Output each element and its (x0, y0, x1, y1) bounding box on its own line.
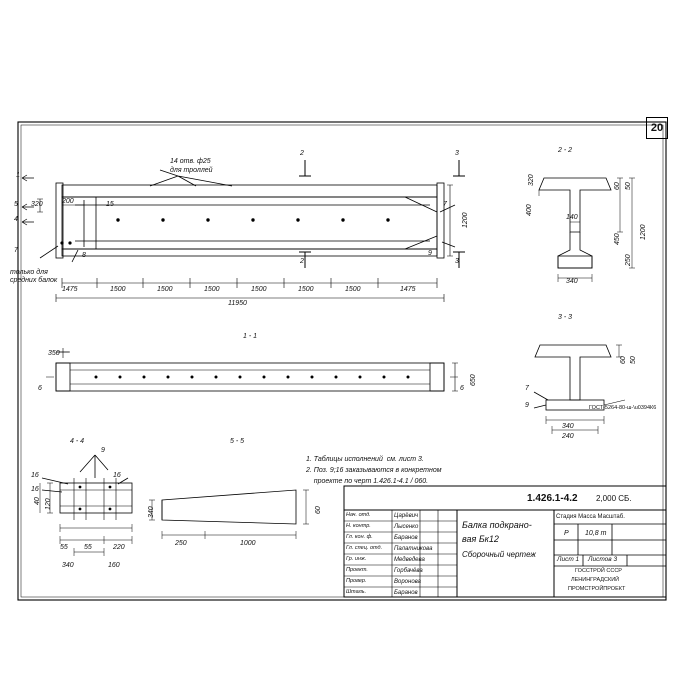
dim-60-s22: 60 (614, 182, 621, 190)
dim-160-s44: 160 (108, 562, 120, 569)
dim-15: 15 (106, 201, 114, 208)
stamp-mass: 10,8 т (585, 530, 607, 537)
dim-120-s44: 120 (45, 498, 52, 510)
stamp-stage: Р (564, 530, 569, 537)
title-section-5-5: 5 - 5 (230, 438, 245, 445)
drawing-title-line3: Сборочный чертеж (462, 550, 536, 559)
dim-450-s22: 450 (614, 233, 621, 245)
title-section-4-4: 4 - 4 (70, 438, 85, 445)
org-line-1: ГОССТРОЙ СССР (575, 568, 622, 574)
stamp-role-7: Шталь. (346, 589, 367, 595)
section-mark-3-top: 3 (455, 150, 459, 157)
dim-340-s33: 340 (562, 423, 574, 430)
mark-7-left: 7 (14, 247, 18, 254)
mark-8: 8 (82, 252, 86, 259)
dim-1200-main: 1200 (462, 212, 469, 228)
dim-350: 350 (48, 350, 60, 357)
mark-5-left: 5 (14, 201, 18, 208)
stamp-name-2: Баранов (394, 535, 418, 541)
title-section-2-2: 2 - 2 (558, 147, 573, 154)
drawing-code: 1.426.1-4.2 (527, 493, 578, 504)
stamp-sheets: Листов 3 (588, 556, 618, 563)
mark-16-a: 16 (31, 472, 39, 479)
stamp-name-1: Лысенко (394, 524, 419, 530)
dim-250-s22: 250 (625, 254, 632, 266)
mark-9-main: 9 (428, 250, 432, 257)
mark-6-right: 6 (460, 385, 464, 392)
stamp-sheet: Лист 1 (557, 556, 580, 563)
dim-55-a: 55 (60, 544, 68, 551)
dim-40-s44: 40 (34, 497, 41, 505)
dim-1200-s22: 1200 (640, 224, 647, 240)
title-section-1-1: 1 - 1 (243, 333, 258, 340)
mark-4-left: 4 (14, 216, 18, 223)
dim-chain-2: 1500 (110, 286, 126, 293)
dim-chain-7: 1500 (345, 286, 361, 293)
dim-60-s33: 60 (620, 356, 627, 364)
dim-chain-4: 1500 (204, 286, 220, 293)
weld-note-s33: ГОСТ-5264-80-ш-\u0394К6 (589, 405, 657, 411)
callout-holes-line2: для троллей (170, 167, 213, 174)
note-line-1: 1. Таблицы исполнений см. лист 3. (306, 456, 424, 463)
section-mark-3-bottom: 3 (455, 258, 459, 265)
page-number-box (646, 117, 668, 139)
stamp-name-7: Баранов (394, 590, 418, 596)
stamp-role-1: Н. контр. (346, 523, 371, 529)
page-number: 20 (650, 122, 664, 134)
drawing-title-line2: вая Бк12 (462, 534, 499, 544)
stamp-role-6: Провер. (346, 578, 367, 584)
scale-note: 2,000 СБ. (596, 494, 632, 503)
stamp-role-2: Гл. кон. ф. (346, 534, 373, 540)
note-line-3: проекте по черт 1.426.1-4.1 / 060. (306, 478, 429, 485)
stamp-name-5: Горбачёва (394, 568, 423, 574)
stamp-name-0: Царёвич (394, 513, 419, 519)
dim-200: 200 (62, 198, 74, 205)
title-section-3-3: 3 - 3 (558, 314, 573, 321)
dim-chain-3: 1500 (157, 286, 173, 293)
stamp-mass-header: Стадия Масса Масштаб. (556, 514, 625, 520)
dim-650: 650 (470, 374, 477, 386)
dim-chain-8: 1475 (400, 286, 416, 293)
org-line-2: ЛЕНИНГРАДСКИЙ (571, 577, 620, 583)
callout-holes-line1: 14 отв. ф25 (170, 158, 211, 165)
dim-chain-1: 1475 (62, 286, 78, 293)
dim-320-s22: 320 (528, 174, 535, 186)
dim-60-s55: 60 (315, 506, 322, 514)
dim-340-s44: 340 (62, 562, 74, 569)
stamp-role-5: Проект. (346, 567, 368, 573)
dim-240-s33: 240 (562, 433, 574, 440)
dim-400-s22: 400 (526, 204, 533, 216)
stamp-role-4: Гр. инж. (346, 556, 367, 562)
note-line-2: 2. Поз. 9;16 заказываются в конкретном (306, 467, 442, 474)
dim-50-s22: 50 (625, 182, 632, 190)
mark-16-b: 16 (31, 486, 39, 493)
stamp-role-0: Нач. отд. (346, 512, 371, 518)
mark-9-s44: 9 (101, 447, 105, 454)
dim-320: 320 (31, 201, 43, 208)
dim-55-b: 55 (84, 544, 92, 551)
mark-7-note-line2: средних балок (10, 277, 58, 284)
mark-7-s33: 7 (525, 385, 529, 392)
stamp-role-3: Гл. спец. отд. (346, 545, 383, 551)
dim-50-s33: 50 (630, 356, 637, 364)
dim-chain-6: 1500 (298, 286, 314, 293)
dim-1000-s55: 1000 (240, 540, 256, 547)
org-line-3: ПРОМСТРОЙПРОЕКТ (568, 586, 626, 592)
mark-16-c: 16 (113, 472, 121, 479)
dim-220-s44: 220 (113, 544, 125, 551)
stamp-name-6: Воронова (394, 579, 421, 585)
mark-7-note-line1: только для (10, 269, 48, 276)
mark-1-left: 1 (16, 172, 20, 179)
section-mark-2-top: 2 (300, 150, 304, 157)
dim-340-s22: 340 (566, 278, 578, 285)
stamp-name-3: Палатникова (394, 546, 433, 552)
dim-250-s55: 250 (175, 540, 187, 547)
dim-140-s22: 140 (566, 214, 578, 221)
section-mark-2-bottom: 2 (300, 258, 304, 265)
mark-6-left: 6 (38, 385, 42, 392)
stamp-name-4: Медведева (394, 557, 425, 563)
dim-chain-5: 1500 (251, 286, 267, 293)
dim-7-right: 7 (443, 201, 447, 208)
dim-340-s55: 340 (148, 506, 155, 518)
drawing-title-line1: Балка подкрано- (462, 520, 532, 530)
dim-total: 11950 (228, 300, 247, 307)
mark-9-s33: 9 (525, 402, 529, 409)
